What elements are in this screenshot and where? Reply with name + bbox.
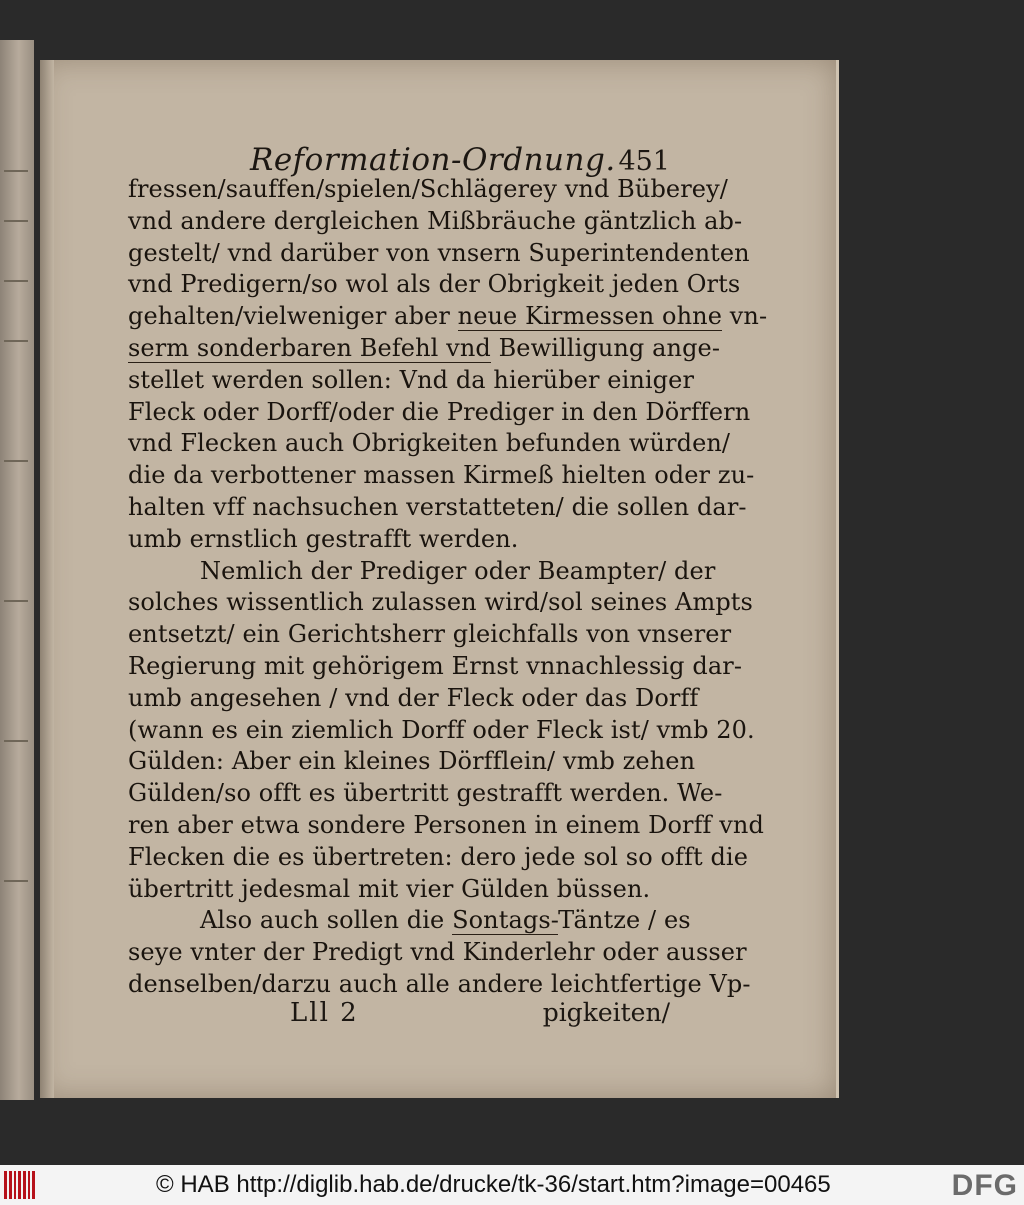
text-line: ren aber etwa sondere Personen in einem Dorff vnd — [128, 810, 764, 839]
text-block — [128, 174, 764, 1001]
dfg-logo: DFG — [951, 1169, 1018, 1202]
hab-logo-icon — [4, 1171, 44, 1199]
text-line: umb angesehen / vnd der Fleck oder das Dorff — [128, 683, 699, 712]
text-line: seye vnter der Predigt vnd Kinderlehr oder ausser — [128, 938, 747, 967]
signature-mark: Lll 2 — [290, 998, 359, 1028]
page-footer — [290, 998, 670, 1028]
text-line: entsetzt/ ein Gerichtsherr gleichfalls von vnserer — [128, 620, 732, 649]
text-line: Regierung mit gehörigem Ernst vnnachlessig dar- — [128, 651, 743, 680]
catchword: pigkeiten/ — [542, 998, 670, 1027]
text-line: übertritt jedesmal mit vier Gülden büssen. — [128, 874, 651, 903]
text-line: gestelt/ vnd darüber von vnsern Superintendenten — [128, 238, 750, 267]
text-line: solches wissentlich zulassen wird/sol seines Ampts — [128, 588, 753, 617]
credit-link[interactable]: © HAB http://diglib.hab.de/drucke/tk-36/start.htm?image=00465 — [156, 1171, 831, 1198]
running-head-title: Reformation-Ordnung. — [250, 142, 616, 178]
text-line: serm sonderbaren Befehl vnd Bewilligung ange- — [128, 333, 721, 362]
text-line: fressen/sauffen/spielen/Schlägerey vnd Büberey/ — [128, 175, 728, 203]
text-line: vnd andere dergleichen Mißbräuche gäntzlich ab- — [128, 206, 743, 235]
text-line: denselben/darzu auch alle andere leichtfertige Vp- — [128, 969, 751, 998]
text-line: Also auch sollen die Sontags-Täntze / es — [200, 906, 691, 935]
text-line: vnd Predigern/so wol als der Obrigkeit jeden Orts — [128, 270, 741, 299]
text-line: Flecken die es übertreten: dero jede sol so offt die — [128, 842, 749, 871]
text-line: Fleck oder Dorff/oder die Prediger in den Dörffern — [128, 397, 751, 426]
text-line: gehalten/vielweniger aber neue Kirmessen ohne — [128, 302, 723, 331]
left-page-edge — [0, 40, 34, 1100]
text-line: vnd Flecken auch Obrigkeiten befunden würden/ — [128, 429, 731, 458]
page-gutter — [40, 60, 54, 1098]
text-line: stellet werden sollen: Vnd da hierüber einiger — [128, 365, 695, 394]
text-line: Gülden/so offt es übertritt gestrafft werden. We- — [128, 779, 723, 808]
page-number: 451 — [618, 146, 670, 177]
underlined-phrase: serm sonderbaren Befehl vnd — [128, 333, 491, 362]
text-line: die da verbottener massen Kirmeß hielten oder zu- — [128, 461, 755, 490]
text-line: umb ernstlich gestrafft werden. — [128, 524, 519, 553]
underlined-phrase: Sontags- — [452, 906, 559, 935]
text-line: (wann es ein ziemlich Dorff oder Fleck ist/ vmb 20. — [128, 715, 755, 744]
underlined-phrase: neue Kirmessen ohne — [457, 302, 723, 331]
text-line: Nemlich der Prediger oder Beampter/ der — [200, 556, 716, 585]
viewer-footer-bar — [0, 1165, 1024, 1205]
running-head — [250, 142, 670, 178]
text-line: Gülden: Aber ein kleines Dörfflein/ vmb zehen — [128, 747, 696, 776]
text-line: halten vff nachsuchen verstatteten/ die sollen dar- — [128, 492, 747, 521]
